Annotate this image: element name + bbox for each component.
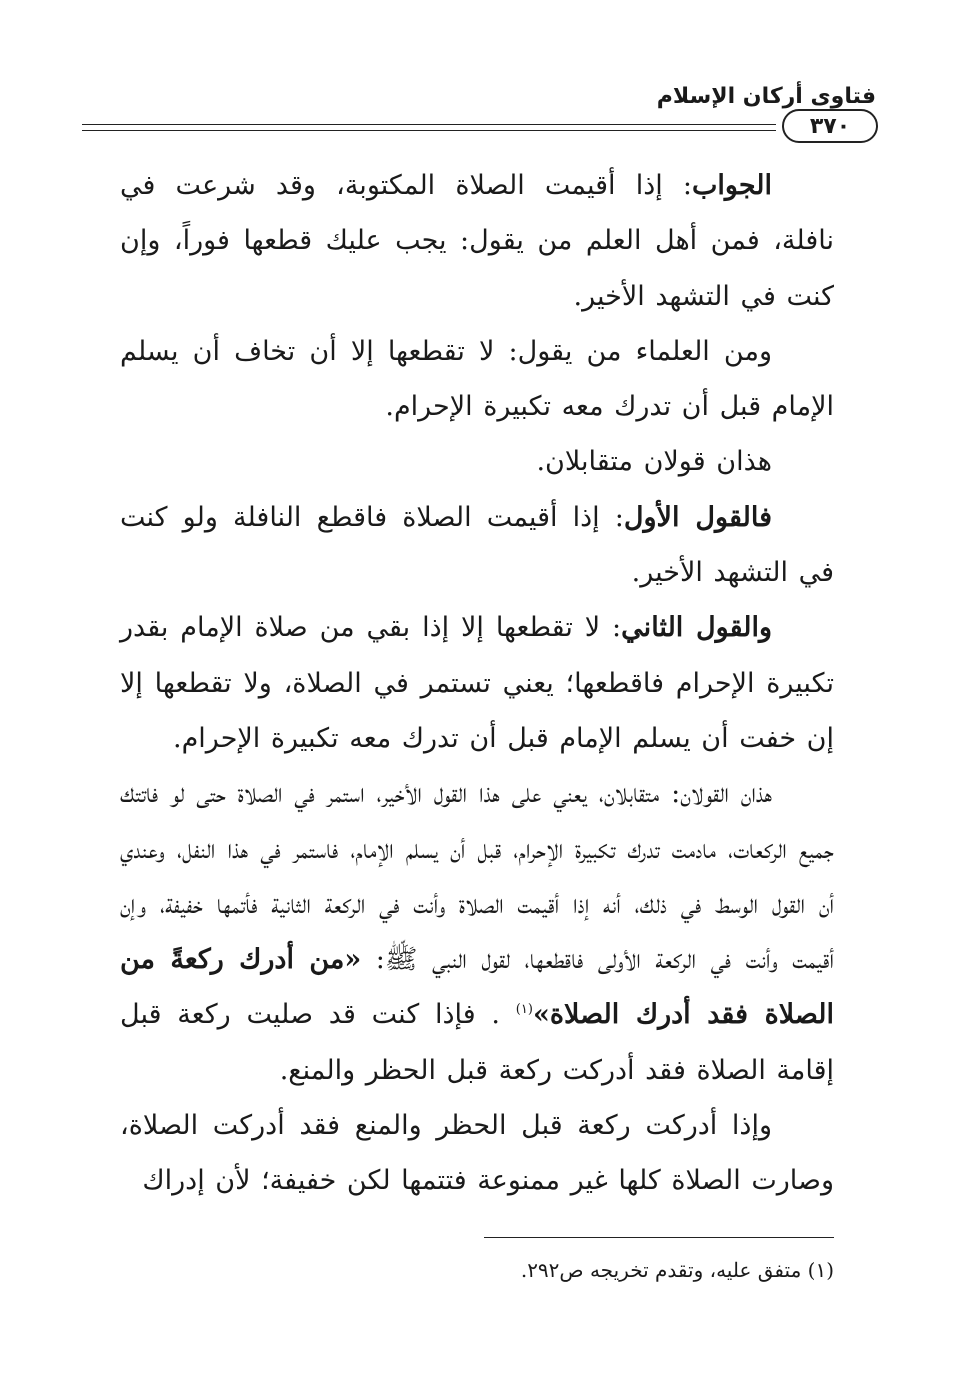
header-double-rule	[82, 124, 776, 131]
paragraph-second-opinion: ومن العلماء من يقول: لا تقطعها إلا أن تخاف أن يسلم الإمام قبل أن تدرك معه تكبيرة الإحرام.	[120, 335, 834, 423]
hadith-quote: «من أدرك ركعةً من الصلاة فقد أدرك الصلاة»	[120, 944, 834, 1031]
first-opinion-label: فالقول الأول	[623, 501, 772, 533]
footnote-separator	[484, 1237, 834, 1238]
paragraph-answer	[120, 158, 834, 324]
paragraph-first-opinion	[120, 490, 834, 601]
answer-text: : إذا أقيمت الصلاة المكتوبة، وقد شرعت في نافلة، فمن أهل العلم من يقول: يجب عليك قطعها فوراً، وإن كنت في التشهد الأخير.	[120, 170, 834, 312]
middle-opinion-conclusion: . فإذا كنت قد صليت ركعة قبل إقامة الصلاة فقد أدركت ركعة قبل الحظر والمنع.	[120, 999, 834, 1086]
second-opinion-label: والقول الثاني	[621, 612, 773, 644]
paragraph-second-opinion-detail	[120, 600, 834, 766]
paragraph-middle-opinion	[120, 766, 834, 1098]
first-opinion-text: : إذا أقيمت الصلاة فاقطع النافلة ولو كنت في التشهد الأخير.	[120, 501, 834, 589]
paragraph-two-opinions: هذان قولان متقابلان.	[536, 446, 772, 478]
footnote-marker[interactable]: (١)	[515, 1002, 533, 1018]
second-opinion-text: : لا تقطعها إلا إذا بقي من صلاة الإمام بقدر تكبيرة الإحرام فاقطعها؛ يعني تستمر في الصلاة، ولا تقطعها إلا إن خفت أن يسلم الإمام قبل أن تدرك معه تكبيرة الإحرام.	[120, 612, 834, 754]
footnote-text: (١) متفق عليه، وتقدم تخريجه ص٢٩٢.	[520, 1258, 834, 1282]
paragraph-continuation: وإذا أدركت ركعة قبل الحظر والمنع فقد أدركت الصلاة، وصارت الصلاة كلها غير ممنوعة فتتمها لكن خفيفة؛ لأن إدراك	[120, 1110, 834, 1197]
answer-label: الجواب	[691, 170, 772, 201]
running-header-title: فتاوى أركان الإسلام	[656, 84, 876, 109]
page-number-badge: ٣٧٠	[782, 109, 878, 143]
middle-opinion-text: هذان القولان: متقابلان، يعني على هذا القول الأخير، استمر في الصلاة حتى لو فاتتك جميع الركعات، مادمت تدرك تكبيرة الإحرام، قبل أن يسلم الإمام، فاستمر في هذا النفل، وعندي أن القول الوسط في ذلك، أنه إذا أقيمت الصلاة وأنت في الركعة الثانية فأتمها خفيفة، وإن أقيمت وأنت في الركعة الأولى فاقطعها، لقول النبي ﷺ:	[120, 778, 834, 976]
main-text	[120, 158, 834, 1209]
